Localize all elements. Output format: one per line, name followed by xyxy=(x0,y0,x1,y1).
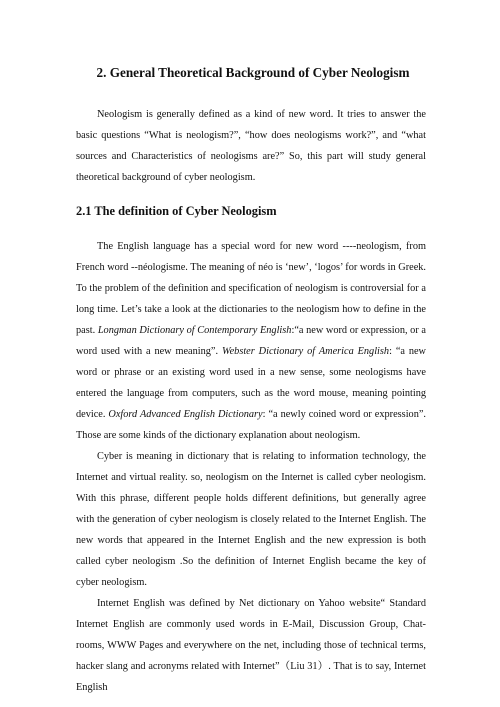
section-title: 2. General Theoretical Background of Cyber Neologism xyxy=(96,65,410,80)
cyber-paragraph: Cyber is meaning in dictionary that is relating to information technology, the Internet and virtual reality. so, neologism on the Internet is called cyber neologism. With this phrase, different people holds different definitions, but generally agree with the generation of cyber neologism is closely related to the Internet English. The new words that appeared in the Internet English and the new expression is both called cyber neologism .So the definition of Internet English became the key of cyber neologism. xyxy=(76,451,426,588)
internet-english-paragraph: Internet English was defined by Net dictionary on Yahoo website“ Standard Internet English are commonly used words in E-Mail, Discussion Group, Chat-rooms, WWW Pages and everywhere on the net, including those of technical terms, hacker slang and acronyms related with Internet”（Liu 31）. That is to say, Internet English xyxy=(76,598,426,693)
dictionary-name-oxford: Oxford Advanced English Dictionary xyxy=(108,409,263,420)
definition-paragraph xyxy=(76,236,426,446)
intro-paragraph: Neologism is generally defined as a kind of new word. It tries to answer the basic questions “What is neologism?”, “how does neologisms work?”, and “what sources and Characteristics of neologisms are?” So, this part will study general theoretical background of cyber neologism. xyxy=(76,109,426,183)
definition-text-2: :“a new word or expression, or a word used with a new meaning”. xyxy=(76,325,426,357)
subsection-title: 2.1 The definition of Cyber Neologism xyxy=(76,204,277,218)
definition-text-1: The English language has a special word for new word ----neologism, from French word --néologisme. The meaning of néo is ‘new’, ‘logos’ for words in Greek. To the problem of the definition and specification of neologism is controversial for a long time. Let’s take a look at the dictionaries to the neologism how to define in the past. xyxy=(76,241,426,336)
dictionary-name-longman: Longman Dictionary of Contemporary English xyxy=(97,325,292,336)
definition-text-4: : “a newly coined word or expression”. Those are some kinds of the dictionary explanation about neologism. xyxy=(76,409,426,441)
page-content xyxy=(76,64,426,698)
dictionary-name-webster: Webster Dictionary of America English xyxy=(221,346,390,357)
definition-text-3: : “a new word or phrase or an existing word used in a new sense, some neologisms have entered the language from computers, such as the word mouse, meaning pointing device. xyxy=(76,346,426,420)
